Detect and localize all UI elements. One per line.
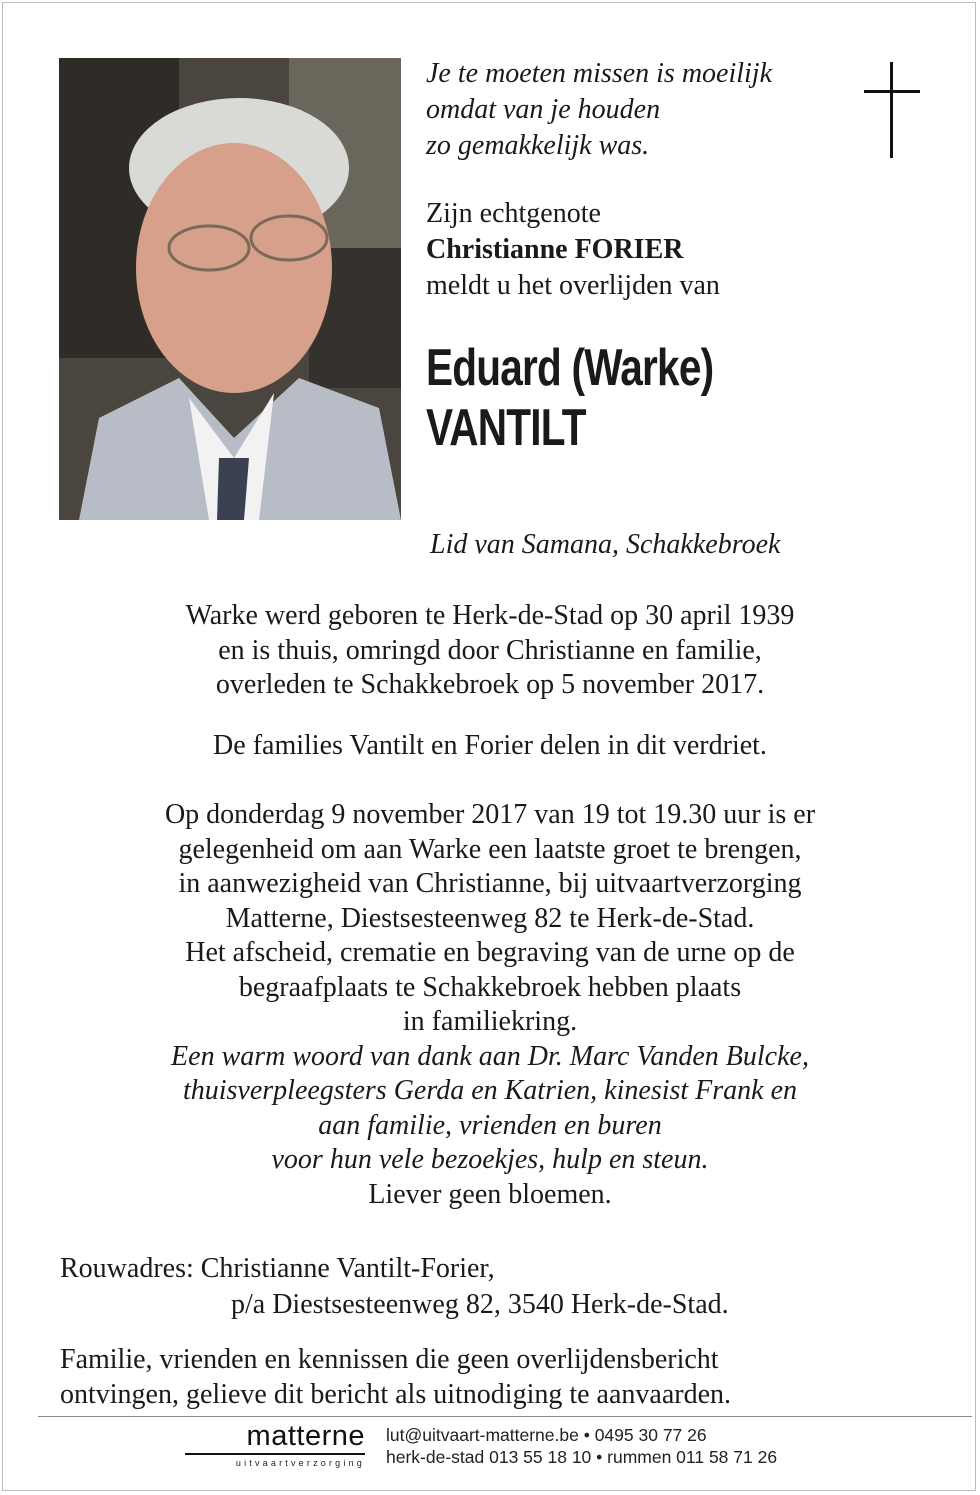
text-line: Het afscheid, crematie en begraving van de urne op de [185,937,795,968]
poem-line: omdat van je houden [426,94,661,125]
text-line: De families Vantilt en Forier delen in dit verdriet. [213,730,767,761]
cross-icon [864,62,920,158]
footer-divider [38,1416,972,1417]
address-line: p/a Diestsesteenweg 82, 3540 Herk-de-Stad. [231,1289,729,1320]
thanks-line: aan familie, vrienden en buren [318,1109,662,1141]
deceased-first-name: Eduard (Warke) [426,339,714,397]
poem [426,56,772,164]
ceremony-paragraph [40,798,940,1212]
text-line: Matterne, Diestsesteenweg 82 te Herk-de-Stad. [225,902,755,934]
logo-bar [185,1453,365,1455]
text-line: overleden te Schakkebroek op 5 november 2017. [215,669,765,700]
contact-info [386,1424,777,1468]
notice-line: Familie, vrienden en kennissen die geen overlijdensbericht [60,1344,719,1375]
families-line [40,729,940,764]
birth-death-paragraph [40,599,940,703]
deceased-name [426,338,713,458]
text-line: begraafplaats te Schakkebroek hebben plaats [238,971,742,1003]
portrait-photo [59,58,401,520]
text-line: Warke werd geboren te Herk-de-Stad op 30 april 1939 [185,600,795,631]
thanks-line: thuisverpleegsters Gerda en Katrien, kinesist Frank en [182,1075,798,1106]
thanks-line: Een warm woord van dank aan Dr. Marc Vanden Bulcke, [171,1040,809,1072]
text-line: en is thuis, omringd door Christianne en familie, [218,634,762,666]
logo-subtitle: uitvaartverzorging [235,1458,365,1468]
deceased-last-name: VANTILT [426,399,586,457]
announcement [426,196,720,304]
thanks-line: voor hun vele bezoekjes, hulp en steun. [271,1144,709,1175]
logo-wordmark: matterne [246,1420,365,1452]
spouse-name: Christianne FORIER [426,234,684,265]
contact-line: herk-de-stad 013 55 18 10 • rummen 011 58 71 26 [386,1447,778,1467]
text-line: in aanwezigheid van Christianne, bij uitvaartverzorging [178,868,802,899]
poem-line: Je te moeten missen is moeilijk [426,58,773,89]
invitation-notice [60,1342,731,1412]
announcement-text: meldt u het overlijden van [426,270,720,301]
announcement-intro: Zijn echtgenote [426,198,601,229]
address-line: Rouwadres: Christianne Vantilt-Forier, [60,1253,495,1284]
matterne-logo [165,1420,365,1468]
notice-line: ontvingen, gelieve dit bericht als uitnodiging te aanvaarden. [60,1379,732,1410]
contact-line: lut@uitvaart-matterne.be • 0495 30 77 26 [386,1425,707,1445]
membership: Lid van Samana, Schakkebroek [430,529,781,560]
poem-line: zo gemakkelijk was. [426,130,650,161]
text-line: Op donderdag 9 november 2017 van 19 tot 19.30 uur is er [164,799,816,830]
flowers-line: Liever geen bloemen. [368,1178,612,1210]
mourning-address [60,1251,729,1323]
text-line: gelegenheid om aan Warke een laatste groet te brengen, [178,833,802,865]
text-line: in familiekring. [402,1006,578,1037]
